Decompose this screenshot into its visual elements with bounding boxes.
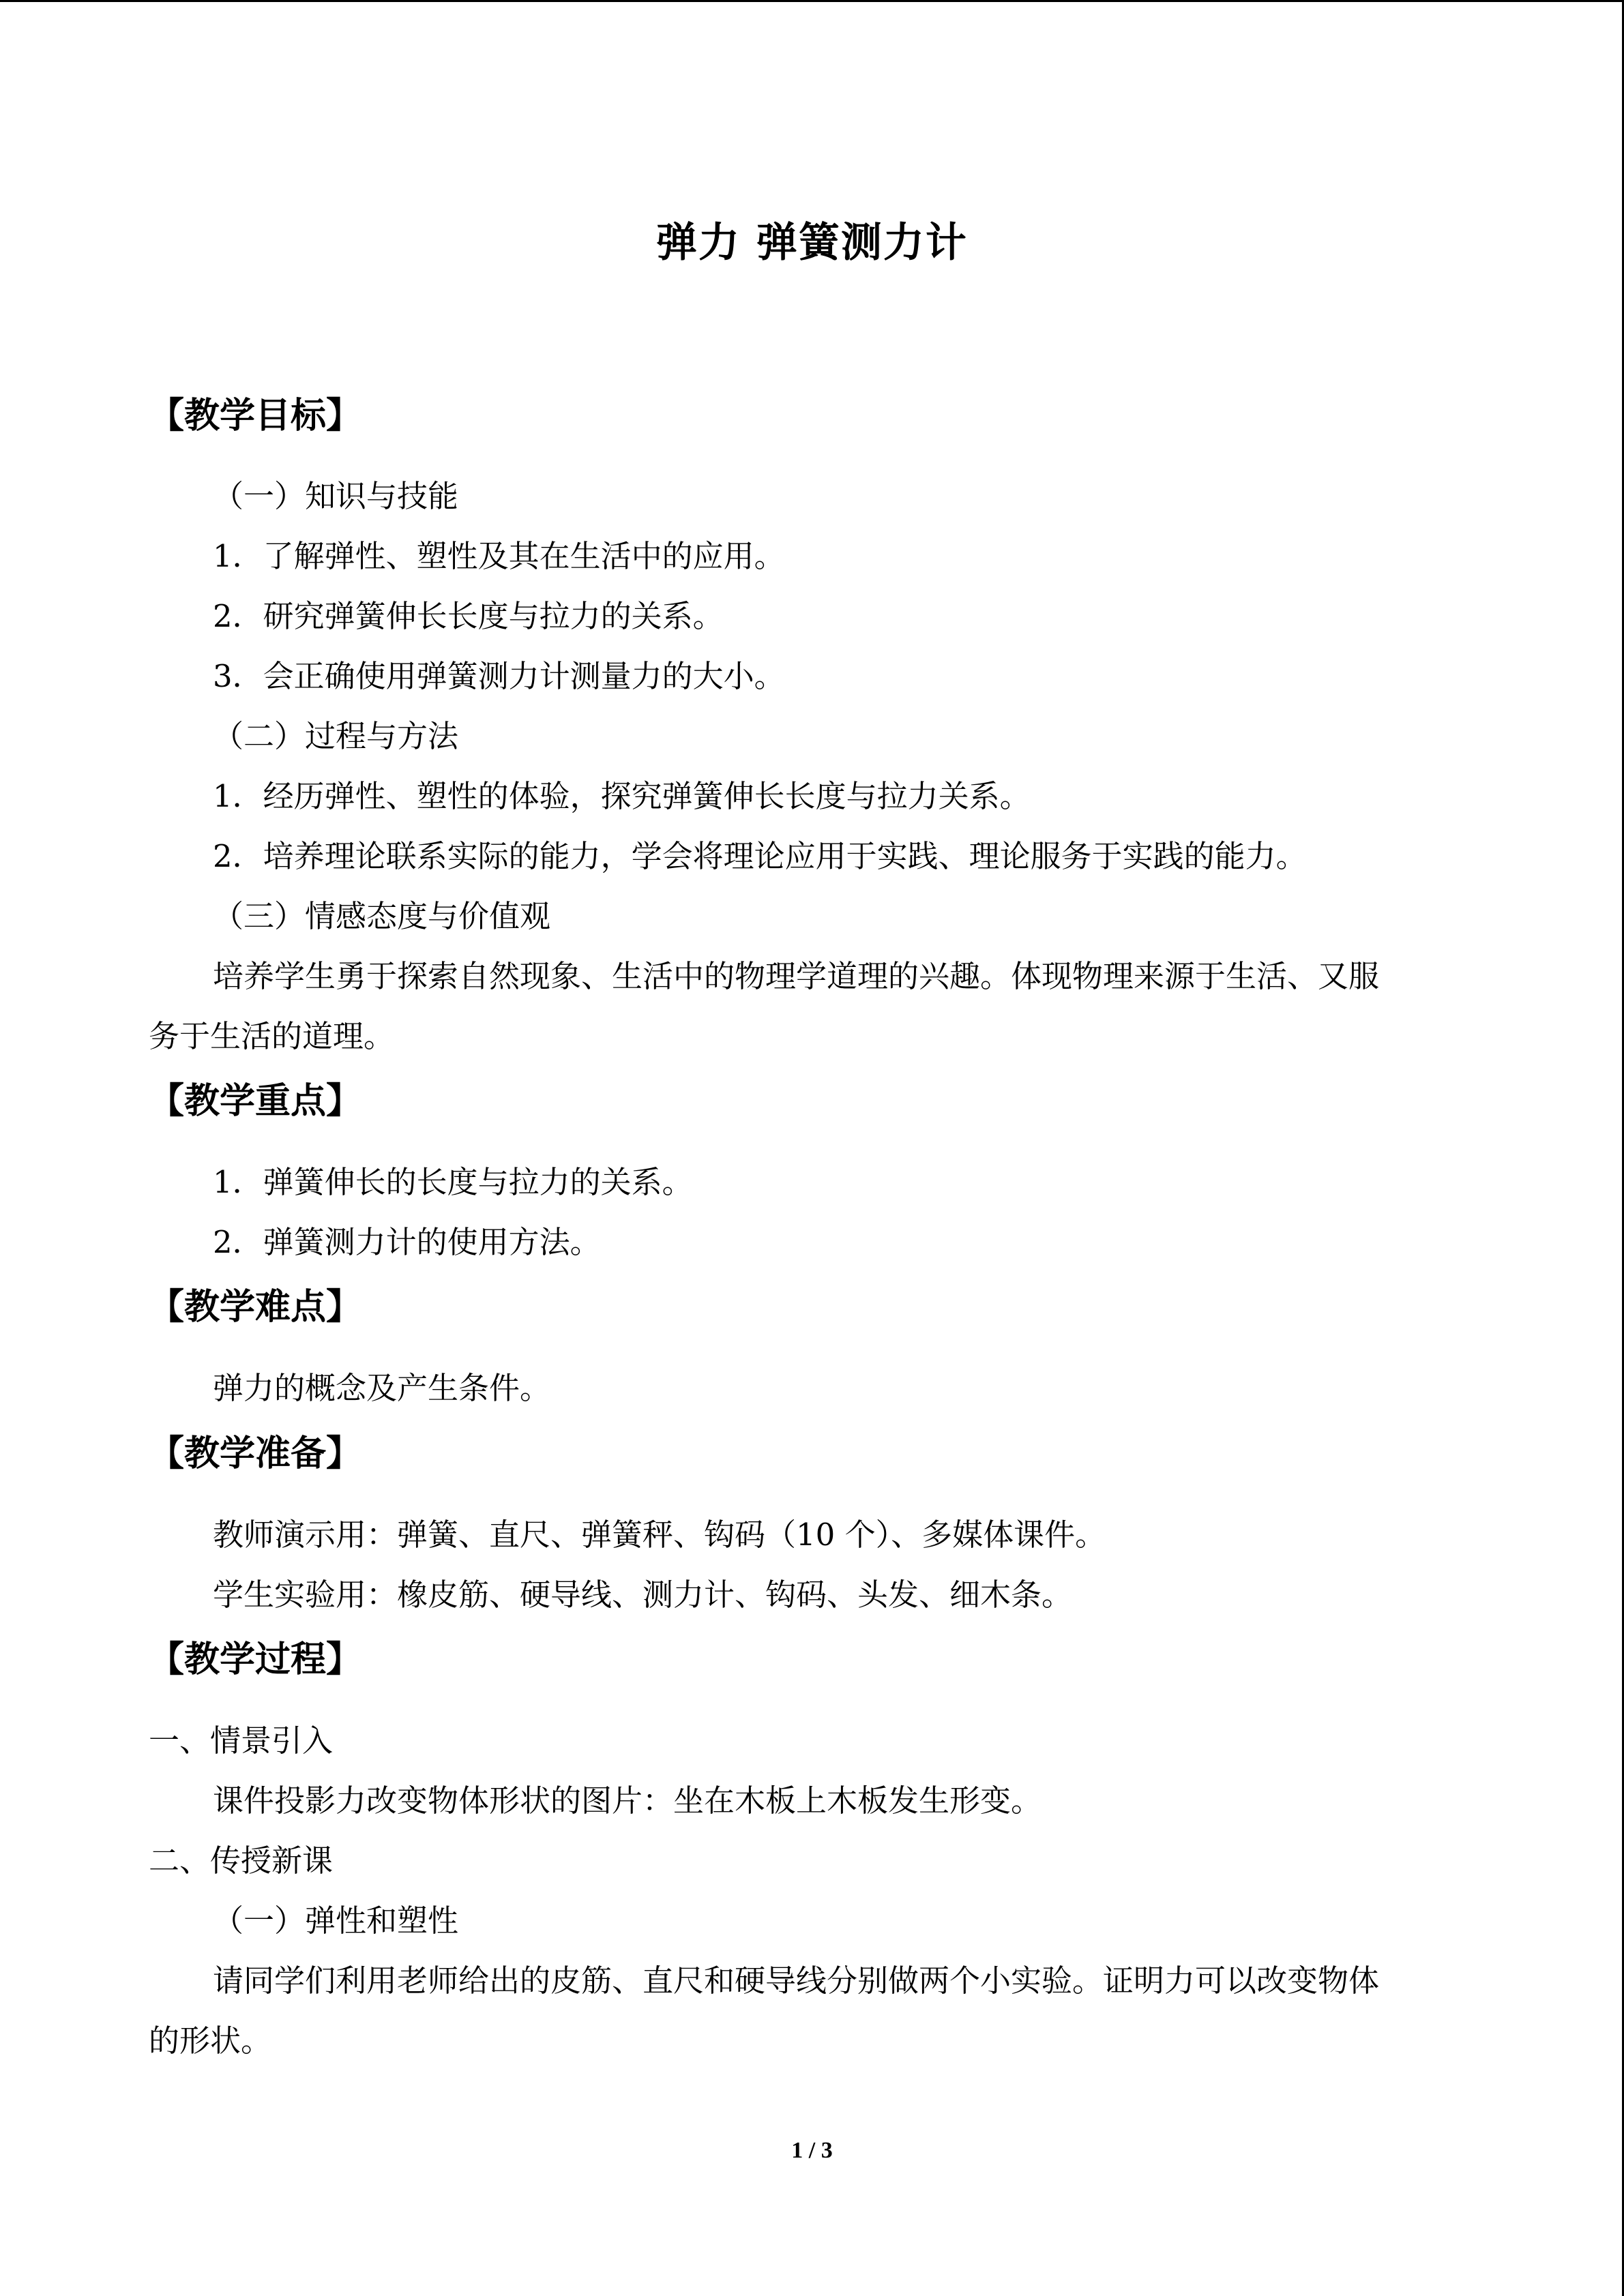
heading-teaching-objectives: 【教学目标】: [149, 396, 362, 436]
heading-preparation: 【教学准备】: [149, 1433, 362, 1474]
document-title: 弹力 弹簧测力计: [656, 219, 968, 267]
subheading-attitude-values: （三）情感态度与价值观: [213, 898, 551, 934]
paragraph: 学生实验用：橡皮筋、硬导线、测力计、钩码、头发、细木条。: [213, 1577, 1073, 1613]
heading-key-points: 【教学重点】: [149, 1081, 362, 1122]
heading-teaching-process: 【教学过程】: [149, 1639, 362, 1680]
list-item: 1．经历弹性、塑性的体验，探究弹簧伸长长度与拉力关系。: [213, 778, 1031, 814]
list-item: 2．研究弹簧伸长长度与拉力的关系。: [213, 598, 724, 634]
paragraph: 课件投影力改变物体形状的图片：坐在木板上木板发生形变。: [213, 1783, 1042, 1819]
list-item: 1．了解弹性、塑性及其在生活中的应用。: [213, 538, 785, 574]
paragraph-continuation: 的形状。: [149, 2023, 272, 2059]
list-item: 3．会正确使用弹簧测力计测量力的大小。: [213, 658, 785, 694]
subheading-elasticity-plasticity: （一）弹性和塑性: [213, 1903, 459, 1939]
list-item: 1．弹簧伸长的长度与拉力的关系。: [213, 1164, 693, 1200]
section-title: 二、传授新课: [149, 1843, 334, 1879]
list-item: 2．培养理论联系实际的能力，学会将理论应用于实践、理论服务于实践的能力。: [213, 838, 1307, 874]
page-number: 1 / 3: [791, 2138, 833, 2163]
subheading-knowledge-skills: （一）知识与技能: [213, 478, 459, 514]
section-title: 一、情景引入: [149, 1723, 334, 1759]
paragraph-continuation: 务于生活的道理。: [149, 1018, 395, 1054]
paragraph: 请同学们利用老师给出的皮筋、直尺和硬导线分别做两个小实验。证明力可以改变物体: [213, 1963, 1380, 1999]
heading-difficulties: 【教学难点】: [149, 1287, 362, 1328]
list-item: 2．弹簧测力计的使用方法。: [213, 1224, 601, 1260]
paragraph: 教师演示用：弹簧、直尺、弹簧秤、钩码（10 个）、多媒体课件。: [213, 1517, 1106, 1553]
paragraph: 弹力的概念及产生条件。: [213, 1370, 551, 1406]
subheading-process-method: （二）过程与方法: [213, 718, 459, 754]
paragraph: 培养学生勇于探索自然现象、生活中的物理学道理的兴趣。体现物理来源于生活、又服: [213, 958, 1380, 994]
